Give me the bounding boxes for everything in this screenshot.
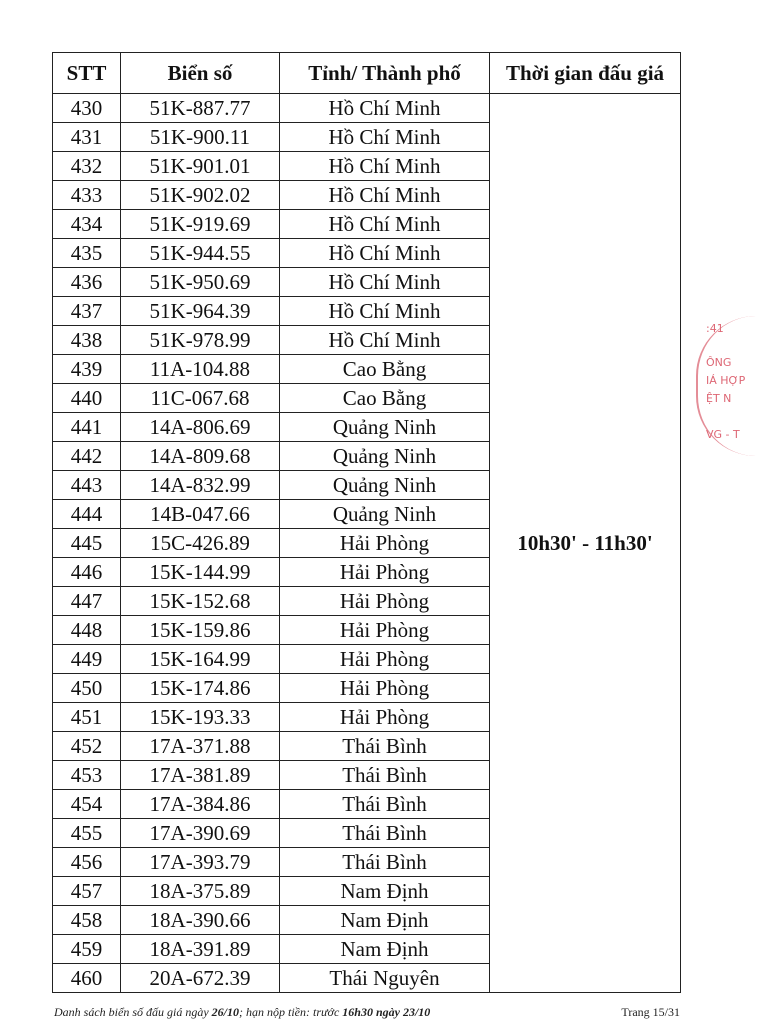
cell-stt: 431 bbox=[53, 123, 121, 152]
cell-stt: 451 bbox=[53, 703, 121, 732]
cell-province: Thái Bình bbox=[280, 848, 490, 877]
stamp-line: VG - T bbox=[706, 428, 740, 441]
cell-province: Hải Phòng bbox=[280, 558, 490, 587]
cell-province: Cao Bằng bbox=[280, 355, 490, 384]
page-number: Trang 15/31 bbox=[621, 1005, 680, 1019]
cell-stt: 458 bbox=[53, 906, 121, 935]
cell-province: Hồ Chí Minh bbox=[280, 268, 490, 297]
cell-plate: 51K-900.11 bbox=[121, 123, 280, 152]
stamp-line: IÁ HỢP bbox=[706, 374, 746, 387]
cell-plate: 14A-832.99 bbox=[121, 471, 280, 500]
cell-plate: 15K-159.86 bbox=[121, 616, 280, 645]
header-stt: STT bbox=[53, 53, 121, 94]
cell-plate: 17A-384.86 bbox=[121, 790, 280, 819]
cell-province: Thái Nguyên bbox=[280, 964, 490, 993]
cell-plate: 15K-164.99 bbox=[121, 645, 280, 674]
cell-province: Hải Phòng bbox=[280, 674, 490, 703]
cell-stt: 440 bbox=[53, 384, 121, 413]
cell-province: Hồ Chí Minh bbox=[280, 181, 490, 210]
cell-plate: 17A-393.79 bbox=[121, 848, 280, 877]
cell-plate: 18A-390.66 bbox=[121, 906, 280, 935]
cell-plate: 15K-144.99 bbox=[121, 558, 280, 587]
cell-plate: 51K-950.69 bbox=[121, 268, 280, 297]
cell-province: Hồ Chí Minh bbox=[280, 326, 490, 355]
stamp-line: :41 bbox=[706, 322, 724, 335]
cell-stt: 438 bbox=[53, 326, 121, 355]
cell-stt: 443 bbox=[53, 471, 121, 500]
cell-stt: 459 bbox=[53, 935, 121, 964]
cell-province: Nam Định bbox=[280, 877, 490, 906]
cell-plate: 18A-391.89 bbox=[121, 935, 280, 964]
cell-province: Quảng Ninh bbox=[280, 500, 490, 529]
cell-plate: 51K-978.99 bbox=[121, 326, 280, 355]
cell-stt: 452 bbox=[53, 732, 121, 761]
footer-note bbox=[54, 1005, 430, 1020]
cell-plate: 15K-174.86 bbox=[121, 674, 280, 703]
header-plate: Biển số bbox=[121, 53, 280, 94]
cell-stt: 456 bbox=[53, 848, 121, 877]
cell-province: Thái Bình bbox=[280, 761, 490, 790]
cell-plate: 51K-901.01 bbox=[121, 152, 280, 181]
cell-stt: 435 bbox=[53, 239, 121, 268]
cell-province: Thái Bình bbox=[280, 819, 490, 848]
cell-stt: 444 bbox=[53, 500, 121, 529]
cell-stt: 441 bbox=[53, 413, 121, 442]
cell-province: Hồ Chí Minh bbox=[280, 123, 490, 152]
cell-stt: 460 bbox=[53, 964, 121, 993]
cell-plate: 14A-806.69 bbox=[121, 413, 280, 442]
cell-province: Nam Định bbox=[280, 935, 490, 964]
header-province: Tỉnh/ Thành phố bbox=[280, 53, 490, 94]
cell-plate: 51K-964.39 bbox=[121, 297, 280, 326]
stamp-line: ÔNG bbox=[706, 356, 732, 369]
cell-province: Hồ Chí Minh bbox=[280, 297, 490, 326]
cell-stt: 434 bbox=[53, 210, 121, 239]
cell-province: Hải Phòng bbox=[280, 645, 490, 674]
cell-province: Quảng Ninh bbox=[280, 442, 490, 471]
cell-plate: 15K-193.33 bbox=[121, 703, 280, 732]
cell-province: Hải Phòng bbox=[280, 587, 490, 616]
cell-plate: 17A-390.69 bbox=[121, 819, 280, 848]
footer-auction-date: 26/10 bbox=[211, 1005, 239, 1019]
cell-province: Cao Bằng bbox=[280, 384, 490, 413]
cell-plate: 51K-944.55 bbox=[121, 239, 280, 268]
cell-province: Hải Phòng bbox=[280, 529, 490, 558]
cell-province: Hải Phòng bbox=[280, 703, 490, 732]
cell-stt: 433 bbox=[53, 181, 121, 210]
cell-province: Thái Bình bbox=[280, 732, 490, 761]
red-seal-stamp bbox=[696, 316, 758, 456]
cell-plate: 51K-919.69 bbox=[121, 210, 280, 239]
cell-stt: 437 bbox=[53, 297, 121, 326]
footer-text-2: ; hạn nộp tiền: trước bbox=[239, 1005, 343, 1019]
cell-stt: 457 bbox=[53, 877, 121, 906]
cell-plate: 15K-152.68 bbox=[121, 587, 280, 616]
cell-auction-time: 10h30' - 11h30' bbox=[490, 94, 681, 993]
cell-plate: 51K-887.77 bbox=[121, 94, 280, 123]
cell-province: Quảng Ninh bbox=[280, 413, 490, 442]
cell-stt: 430 bbox=[53, 94, 121, 123]
cell-province: Hải Phòng bbox=[280, 616, 490, 645]
cell-stt: 453 bbox=[53, 761, 121, 790]
cell-plate: 14A-809.68 bbox=[121, 442, 280, 471]
stamp-line: ỆT N bbox=[706, 392, 732, 405]
cell-stt: 449 bbox=[53, 645, 121, 674]
cell-plate: 20A-672.39 bbox=[121, 964, 280, 993]
cell-plate: 11A-104.88 bbox=[121, 355, 280, 384]
table-header-row bbox=[53, 53, 681, 94]
cell-stt: 450 bbox=[53, 674, 121, 703]
header-auction-time: Thời gian đấu giá bbox=[490, 53, 681, 94]
cell-province: Hồ Chí Minh bbox=[280, 94, 490, 123]
cell-stt: 439 bbox=[53, 355, 121, 384]
footer-payment-deadline: 16h30 ngày 23/10 bbox=[342, 1005, 431, 1019]
cell-province: Quảng Ninh bbox=[280, 471, 490, 500]
cell-province: Hồ Chí Minh bbox=[280, 239, 490, 268]
cell-plate: 51K-902.02 bbox=[121, 181, 280, 210]
footer-text-1: Danh sách biển số đấu giá ngày bbox=[54, 1005, 212, 1019]
cell-plate: 17A-371.88 bbox=[121, 732, 280, 761]
cell-stt: 447 bbox=[53, 587, 121, 616]
cell-plate: 18A-375.89 bbox=[121, 877, 280, 906]
cell-stt: 445 bbox=[53, 529, 121, 558]
cell-stt: 454 bbox=[53, 790, 121, 819]
cell-stt: 446 bbox=[53, 558, 121, 587]
table-row bbox=[53, 94, 681, 123]
cell-stt: 436 bbox=[53, 268, 121, 297]
cell-stt: 448 bbox=[53, 616, 121, 645]
cell-plate: 15C-426.89 bbox=[121, 529, 280, 558]
cell-province: Thái Bình bbox=[280, 790, 490, 819]
page-footer bbox=[54, 1005, 680, 1020]
cell-plate: 17A-381.89 bbox=[121, 761, 280, 790]
cell-plate: 11C-067.68 bbox=[121, 384, 280, 413]
auction-table bbox=[52, 52, 681, 993]
cell-stt: 442 bbox=[53, 442, 121, 471]
cell-stt: 455 bbox=[53, 819, 121, 848]
cell-province: Hồ Chí Minh bbox=[280, 152, 490, 181]
cell-stt: 432 bbox=[53, 152, 121, 181]
cell-province: Hồ Chí Minh bbox=[280, 210, 490, 239]
cell-plate: 14B-047.66 bbox=[121, 500, 280, 529]
cell-province: Nam Định bbox=[280, 906, 490, 935]
table-body bbox=[53, 94, 681, 993]
